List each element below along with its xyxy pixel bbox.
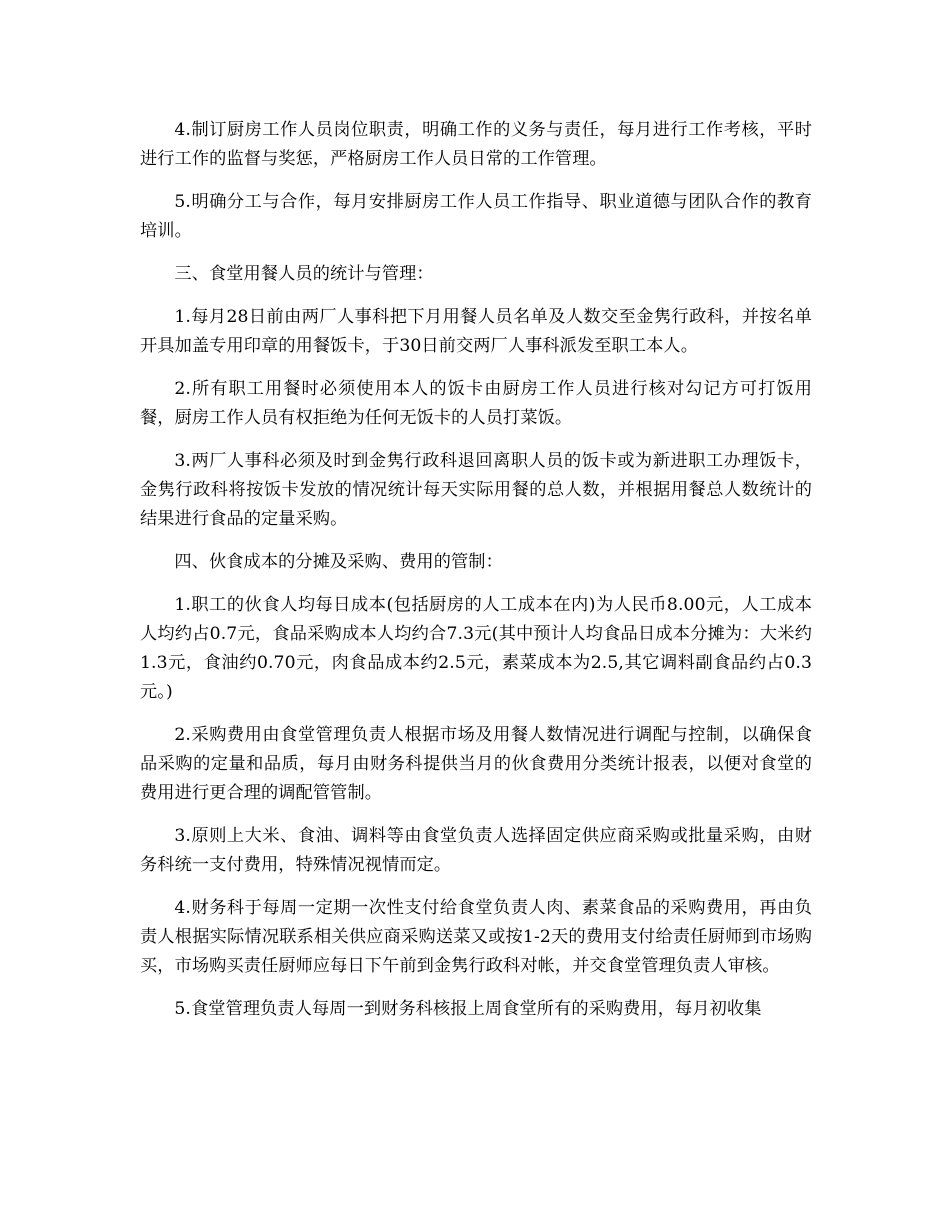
paragraph-card-return: 3.两厂人事科必须及时到金隽行政科退回离职人员的饭卡或为新进职工办理饭卡，金隽行政科将按饭卡发放的情况统计每天实际用餐的总人数，并根据用餐总人数统计的结果进行食品的定量采购。 <box>140 451 812 529</box>
paragraph-bulk-purchase: 3.原则上大米、食油、调料等由食堂负责人选择固定供应商采购或批量采购，由财务科统一支付费用，特殊情况视情而定。 <box>140 826 812 875</box>
document-body <box>140 116 812 1038</box>
paragraph-monthly-roster: 1.每月28日前由两厂人事科把下月用餐人员名单及人数交至金隽行政科，并按名单开具加盖专用印章的用餐饭卡，于30日前交两厂人事科派发至职工本人。 <box>140 307 812 356</box>
section-heading-diners-statistics: 三、食堂用餐人员的统计与管理： <box>174 264 434 284</box>
paragraph-meal-card-usage: 2.所有职工用餐时必须使用本人的饭卡由厨房工作人员进行核对勾记方可打饭用餐，厨房工作人员有权拒绝为任何无饭卡的人员打菜饭。 <box>140 379 812 428</box>
paragraph-kitchen-duties: 4.制订厨房工作人员岗位职责，明确工作的义务与责任，每月进行工作考核，平时进行工作的监督与奖惩，严格厨房工作人员日常的工作管理。 <box>140 120 812 169</box>
paragraph-weekly-payment: 4.财务科于每周一定期一次性支付给食堂负责人肉、素菜食品的采购费用，再由负责人根据实际情况联系相关供应商采购送菜又或按1-2天的费用支付给责任厨师到市场购买，市场购买责任厨师应每日下午前到金隽行政科对帐，并交食堂管理负责人审核。 <box>140 898 812 976</box>
paragraph-purchase-control: 2.采购费用由食堂管理负责人根据市场及用餐人数情况进行调配与控制，以确保食品采购的定量和品质，每月由财务科提供当月的伙食费用分类统计报表，以便对食堂的费用进行更合理的调配管管制。 <box>140 725 812 803</box>
paragraph-daily-cost: 1.职工的伙食人均每日成本(包括厨房的人工成本在内)为人民币8.00元，人工成本人均约占0.7元，食品采购成本人均约合7.3元(其中预计人均食品日成本分摊为：大米约1.3元，食油约0.70元，肉食品成本约2.5元，素菜成本为2.5,其它调料副食品约占0.3元。) <box>140 595 812 702</box>
paragraph-division-of-labor: 5.明确分工与合作，每月安排厨房工作人员工作指导、职业道德与团队合作的教育培训。 <box>140 192 812 241</box>
section-heading-cost-sharing: 四、伙食成本的分摊及采购、费用的管制： <box>174 552 503 572</box>
paragraph-weekly-report: 5.食堂管理负责人每周一到财务科核报上周食堂所有的采购费用，每月初收集 <box>174 999 762 1019</box>
